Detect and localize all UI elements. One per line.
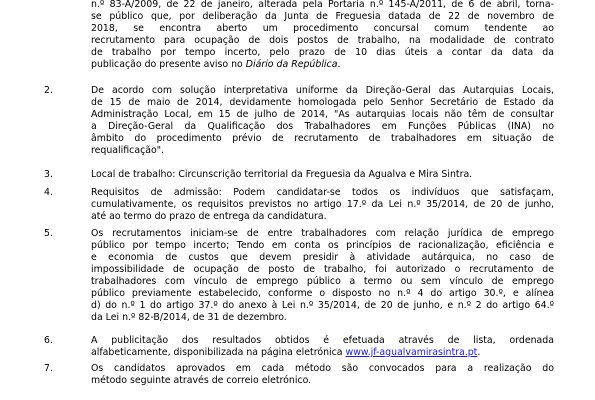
text-line: trabalhadores com vínculo de emprego público a termo ou sem vínculo de emprego — [91, 276, 554, 287]
text-line: De acordo com solução interpretativa uniforme da Direção-Geral das Autarquias Locais, — [91, 85, 554, 96]
text-line: Administração Local, em 15 de julho de 2014, "As autarquias locais não têm de consultar — [91, 109, 554, 120]
text-line: se público que, por deliberação da Junta de Freguesia datada de 22 de novembro de — [91, 11, 554, 22]
text-line: público previamente estabelecido, conforme o disposto no n.º 4 do artigo 30.º, e alínea — [91, 288, 554, 299]
text-line: n.º 83-A/2009, de 22 de janeiro, alterada pela Portaria n.º 145-A/2011, de 6 de abril, torna- — [91, 0, 554, 10]
text-line: Os recrutamentos iniciam-se de entre trabalhadores com relação jurídica de emprego — [91, 228, 554, 239]
intro-paragraph — [91, 0, 554, 71]
text-line: cumulativamente, os requisitos previstos no artigo 17.º da Lei n.º 35/2014, de 20 de junho, — [91, 199, 554, 210]
text-line: requalificação". — [91, 145, 164, 156]
journal-name: Diário da República — [245, 59, 338, 70]
text-line: até ao termo do prazo de entrega da candidatura. — [91, 211, 327, 222]
text-line: recrutamento para ocupação de dois postos de trabalho, na modalidade de contrato — [91, 35, 554, 46]
text-line: A publicitação dos resultados obtidos é efetuada através de lista, ordenada — [91, 335, 554, 346]
text-line: publicação do presente aviso no Diário da República. — [91, 59, 341, 70]
website-link[interactable]: www.jf-agualvamirasintra.pt — [345, 347, 478, 358]
item-number: 4. — [44, 187, 53, 198]
text-line: impossibilidade de ocupação de posto de trabalho, foi autorizado o recrutamento de — [91, 264, 554, 275]
text-line: âmbito do procedimento prévio de recrutamento de trabalhadores em situação de — [91, 133, 554, 144]
item-number: 6. — [44, 335, 53, 346]
text-line: d) do n.º 1 do artigo 37.º do anexo à Lei n.º 35/2014, de 20 de junho, e n.º 2 do artigo 64.º — [91, 300, 554, 311]
text-line: alfabeticamente, disponibilizada na página eletrónica www.jf-agualvamirasintra.pt. — [91, 347, 481, 358]
text-line: Requisitos de admissão: Podem candidatar-se todos os indivíduos que satisfaçam, — [91, 187, 554, 198]
text-line: 2018, se encontra aberto um procedimento concursal comum tendente ao — [91, 23, 554, 34]
text-line: método seguinte através de correio eletrónico. — [91, 375, 312, 386]
item-number: 3. — [44, 169, 53, 180]
item-number: 5. — [44, 228, 53, 239]
text-line: e economia de custos que devem presidir à atividade autárquica, no caso de — [91, 252, 554, 263]
item-number: 7. — [44, 363, 53, 374]
text-line: Os candidatos aprovados em cada método são convocados para a realização do — [91, 363, 554, 374]
text-line: de trabalho por tempo incerto, pelo prazo de 10 dias úteis a contar da data da — [91, 47, 554, 58]
text-line: da Lei n.º 82-B/2014, de 31 de dezembro. — [91, 312, 287, 323]
text-line: público por tempo incerto; Tendo em conta os princípios de racionalização, eficiência e — [91, 240, 554, 251]
item-number: 2. — [44, 85, 53, 96]
text-line: de 15 de maio de 2014, devidamente homologada pelo Senhor Secretário de Estado da — [91, 97, 554, 108]
text-line: Local de trabalho: Circunscrição territorial da Freguesia da Agualva e Mira Sintra. — [91, 169, 473, 180]
text-line: a Direção-Geral da Qualificação dos Trabalhadores em Funções Públicas (INA) no — [91, 121, 554, 132]
